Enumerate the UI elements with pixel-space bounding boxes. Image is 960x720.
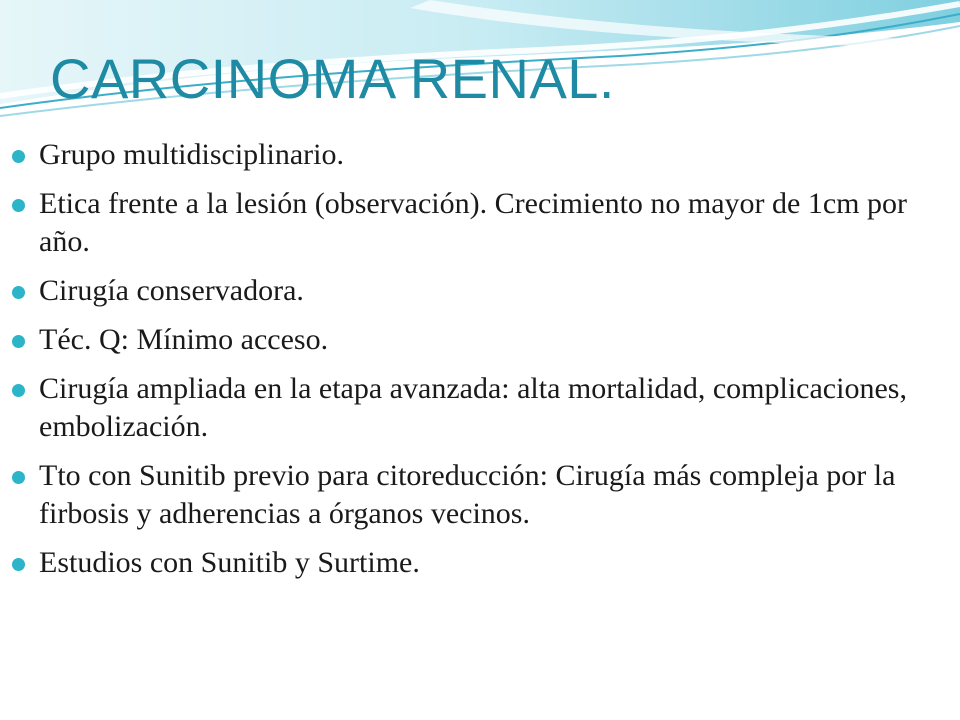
bullet-text: Grupo multidisciplinario. [39, 138, 344, 171]
bullet-dot-icon [12, 286, 25, 299]
bullet-text: Téc. Q: Mínimo acceso. [39, 323, 329, 356]
bullet-text: Cirugía ampliada en la etapa avanzada: alta mortalidad, complicaciones, embolización. [39, 372, 907, 443]
bullet-item [0, 544, 960, 582]
bullet-item [0, 136, 960, 174]
bullet-text: Etica frente a la lesión (observación). Crecimiento no mayor de 1cm por año. [39, 187, 908, 258]
bullet-item [0, 321, 960, 359]
bullet-item [0, 370, 960, 446]
bullet-item [0, 272, 960, 310]
bullet-dot-icon [12, 199, 25, 212]
slide-title: CARCINOMA RENAL. [50, 47, 615, 110]
bullet-list [0, 136, 960, 593]
bullet-item [0, 457, 960, 533]
bullet-text: Estudios con Sunitib y Surtime. [39, 546, 420, 579]
bullet-dot-icon [12, 471, 25, 484]
bullet-dot-icon [12, 150, 25, 163]
bullet-text: Tto con Sunitib previo para citoreducción: Cirugía más compleja por la firbosis y adherencias a órganos vecinos. [39, 459, 896, 530]
bullet-text: Cirugía conservadora. [39, 274, 304, 307]
bullet-item [0, 185, 960, 261]
bullet-dot-icon [12, 335, 25, 348]
bullet-dot-icon [12, 384, 25, 397]
bullet-dot-icon [12, 558, 25, 571]
